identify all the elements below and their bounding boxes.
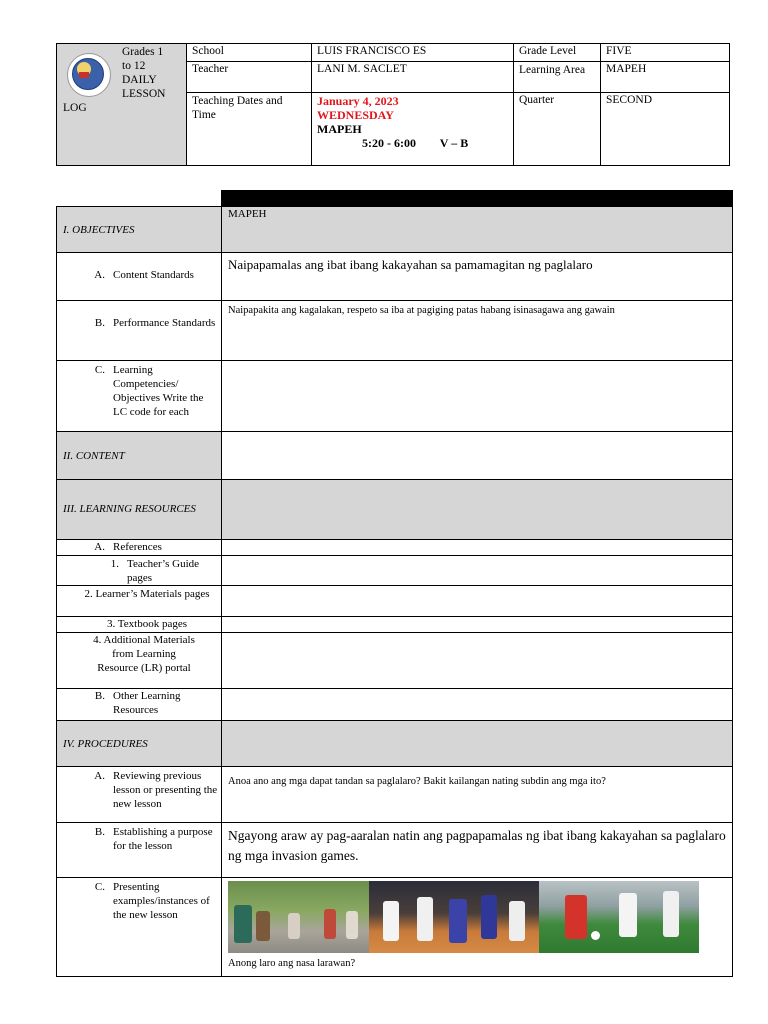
header-bar [222, 191, 733, 207]
presenting-text: Presenting examples/instances of the new lesson [113, 881, 210, 921]
other-resources-text: Other Learning Resources [113, 690, 181, 716]
grade-level-label: Grade Level [514, 44, 601, 62]
performance-standards-letter: B. [94, 317, 105, 329]
presenting-caption: Anong laro ang nasa larawan? [228, 958, 356, 969]
learning-competencies-label [57, 361, 222, 432]
references-letter: A. [94, 541, 105, 553]
header-table [56, 43, 730, 166]
learning-resources-label: III. LEARNING RESOURCES [57, 480, 222, 540]
teacher-value: LANI M. SACLET [312, 62, 514, 93]
other-resources-letter: B. [94, 690, 105, 702]
procedures-content [222, 721, 733, 767]
establishing-label [57, 823, 222, 878]
time-value: 5:20 - 6:00 [362, 136, 416, 150]
content-standards-label [57, 253, 222, 301]
objectives-content: MAPEH [222, 207, 733, 253]
reviewing-letter: A. [94, 770, 105, 782]
learning-competencies-text: Learning Competencies/ Objectives Write the LC code for each [113, 364, 204, 418]
photo-basketball [369, 881, 539, 953]
dates-label: Teaching Dates and Time [187, 93, 312, 166]
day-value: WEDNESDAY [317, 108, 394, 122]
content-standards-text: Content Standards [113, 269, 194, 281]
performance-standards-content: Naipapakita ang kagalakan, respeto sa iba at pagiging patas habang isinasagawa ang gawain [222, 301, 733, 361]
section-value: V – B [439, 136, 469, 150]
teachers-guide-letter: 1. [110, 558, 119, 570]
additional-materials-text: 4. Additional Materials from Learning Resource (LR) portal [93, 634, 195, 674]
logo-cell [57, 44, 187, 166]
grades-title [122, 45, 180, 101]
deped-seal-icon [67, 53, 111, 97]
presenting-letter: C. [94, 881, 105, 893]
references-label [57, 540, 222, 556]
textbook-content [222, 617, 733, 633]
lesson-table [56, 190, 733, 977]
photo-kids-playing [228, 881, 369, 953]
log-label: LOG [63, 102, 87, 114]
content-standards-content: Naipapamalas ang ibat ibang kakayahan sa pamamagitan ng paglalaro [222, 253, 733, 301]
teachers-guide-label [57, 556, 222, 586]
grades-line-1: Grades 1 [122, 46, 164, 58]
school-value: LUIS FRANCISCO ES [312, 44, 514, 62]
references-text: References [113, 541, 162, 553]
grade-level-value: FIVE [601, 44, 730, 62]
other-resources-content [222, 689, 733, 721]
establishing-letter: B. [94, 826, 105, 838]
learners-materials-letter: 2. [84, 588, 93, 600]
photo-strip [228, 881, 726, 953]
content-content [222, 432, 733, 480]
reviewing-text: Reviewing previous lesson or presenting the new lesson [113, 770, 218, 810]
grades-line-3: DAILY [122, 74, 157, 86]
performance-standards-text: Performance Standards [113, 317, 216, 329]
grades-line-4: LESSON [122, 88, 166, 100]
teacher-label: Teacher [187, 62, 312, 93]
learners-materials-label [57, 586, 222, 617]
quarter-value: SECOND [601, 93, 730, 166]
subject-value: MAPEH [317, 122, 362, 136]
additional-materials-content [222, 633, 733, 689]
learning-area-label: Learning Area [514, 62, 601, 93]
content-standards-letter: A. [94, 269, 105, 281]
textbook-text: 3. Textbook pages [107, 618, 187, 630]
photo-football [539, 881, 699, 953]
reviewing-label [57, 767, 222, 823]
procedures-label: IV. PROCEDURES [57, 721, 222, 767]
establishing-text: Establishing a purpose for the lesson [113, 826, 213, 852]
establishing-content: Ngayong araw ay pag-aaralan natin ang pagpapamalas ng ibat ibang kakayahan sa paglalaro ng mga invasion games. [222, 823, 733, 878]
additional-materials-label [57, 633, 222, 689]
presenting-content [222, 878, 733, 977]
learning-competencies-content [222, 361, 733, 432]
performance-standards-label [57, 301, 222, 361]
grades-line-2: to 12 [122, 60, 146, 72]
content-label: II. CONTENT [57, 432, 222, 480]
quarter-label: Quarter [514, 93, 601, 166]
other-resources-label [57, 689, 222, 721]
textbook-label [57, 617, 222, 633]
learning-area-value: MAPEH [601, 62, 730, 93]
teachers-guide-content [222, 556, 733, 586]
teachers-guide-text: Teacher’s Guide pages [127, 558, 200, 584]
blank-corner [57, 191, 222, 207]
references-content [222, 540, 733, 556]
presenting-label [57, 878, 222, 977]
reviewing-content: Anoa ano ang mga dapat tandan sa paglalaro? Bakit kailangan nating subdin ang mga ito? [222, 767, 733, 823]
school-label: School [187, 44, 312, 62]
time-line [317, 136, 508, 150]
dates-value [312, 93, 514, 166]
learners-materials-text: Learner’s Materials pages [95, 588, 210, 600]
objectives-label: I. OBJECTIVES [57, 207, 222, 253]
learning-resources-content [222, 480, 733, 540]
date-value: January 4, 2023 [317, 94, 399, 108]
learners-materials-content [222, 586, 733, 617]
learning-competencies-letter: C. [94, 364, 105, 376]
